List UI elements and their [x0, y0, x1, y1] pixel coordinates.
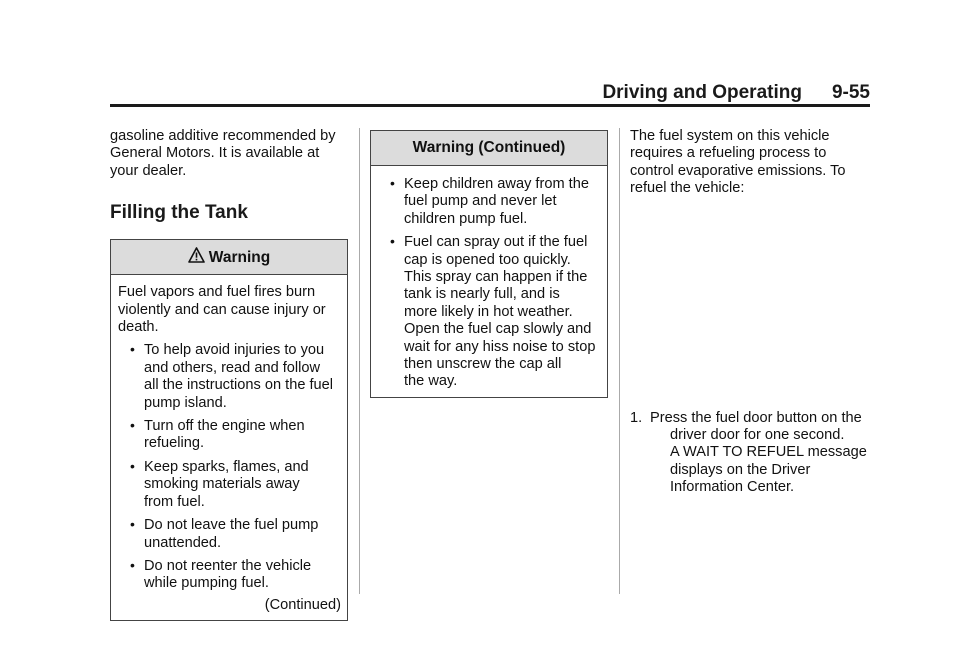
warning-header [111, 240, 347, 275]
warning-triangle-icon [188, 247, 205, 267]
warning-intro: Fuel vapors and fuel fires burn violently and can cause injury or death. [118, 284, 326, 336]
step-text: Press the fuel door button on the driver door for one second. A WAIT TO REFUEL message displays on the Driver Information Center. [650, 409, 867, 496]
warning-body [371, 166, 607, 397]
warning-title: Warning (Continued) [412, 139, 566, 157]
list-item: • Do not leave the fuel pump unattended. [118, 517, 341, 552]
warning-body [111, 275, 347, 620]
column-2 [370, 128, 608, 398]
page-number: 9-55 [831, 82, 870, 103]
step-1 [630, 410, 870, 497]
list-item: • Do not reenter the vehicle while pumping fuel. [118, 558, 341, 593]
column-divider [359, 128, 360, 594]
list-item: • Fuel can spray out if the fuel cap is opened too quickly. This spray can happen if the tank is nearly full, and is more likely in hot weather. Open the fuel cap slowly and wait for any hiss noise to stop then unscrew the cap all the way. [378, 234, 601, 391]
list-item: • Keep children away from the fuel pump and never let children pump fuel. [378, 176, 601, 228]
warning-bullet-list [118, 342, 341, 592]
warning-box [110, 239, 348, 621]
column-divider [619, 128, 620, 594]
list-item: • Keep sparks, flames, and smoking materials away from fuel. [118, 459, 341, 511]
step-number: 1. [630, 409, 643, 426]
section-title: Driving and Operating [602, 82, 802, 103]
warning-bullet-list [378, 176, 601, 391]
section-heading: Filling the Tank [110, 202, 248, 224]
list-item: • To help avoid injuries to you and others, read and follow all the instructions on the fuel pump island. [118, 342, 341, 412]
column-1 [110, 128, 348, 621]
page-header [110, 78, 870, 104]
column-3 [630, 128, 870, 497]
continued-label: (Continued) [264, 596, 341, 613]
intro-paragraph: The fuel system on this vehicle requires a refueling process to control evaporative emissions. To refuel the vehicle: [630, 128, 846, 197]
header-rule [110, 104, 870, 107]
warning-box [370, 130, 608, 398]
warning-header [371, 131, 607, 166]
list-item: • Turn off the engine when refueling. [118, 418, 341, 453]
warning-title: Warning [208, 248, 271, 266]
intro-paragraph: gasoline additive recommended by General Motors. It is available at your dealer. [110, 128, 336, 179]
